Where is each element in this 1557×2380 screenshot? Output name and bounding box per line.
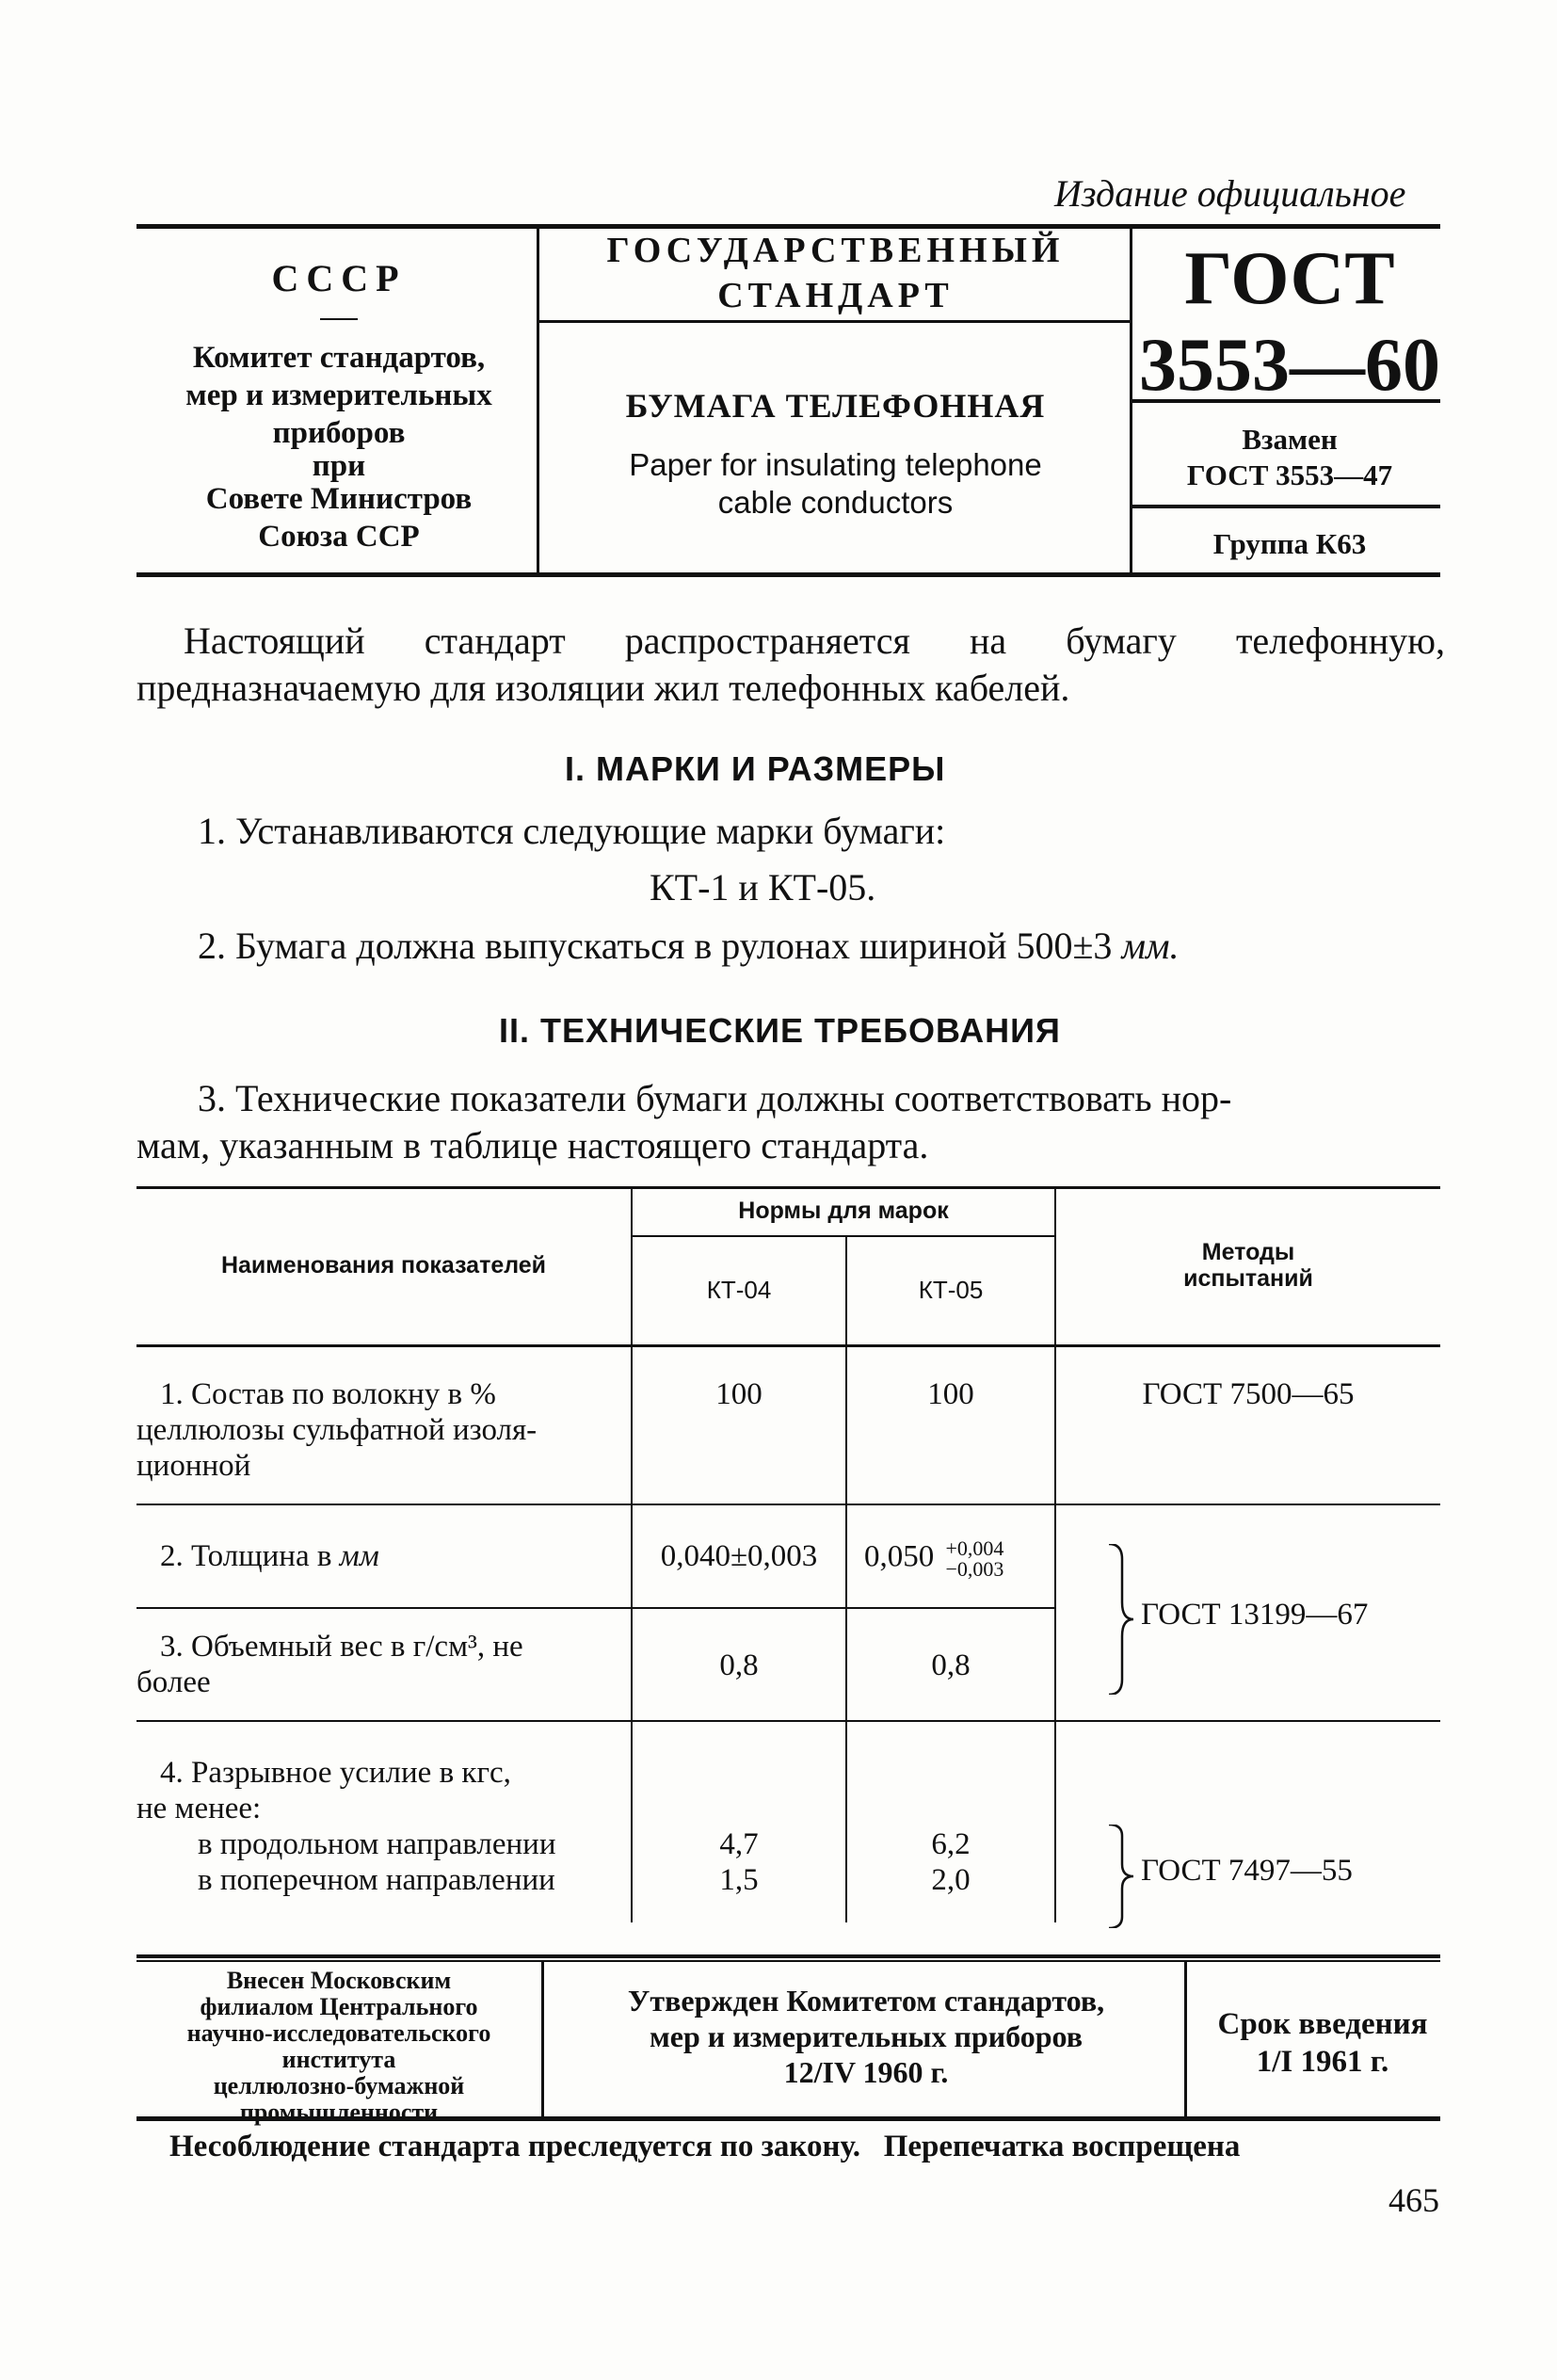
table-row2-rule [136, 1607, 1054, 1609]
header-divider-left [537, 229, 539, 572]
section-2-item-3: 3. Технические показатели бумаги должны соответствовать нор- мам, указанным в таблице настоящего стандарта. [136, 1077, 1232, 1166]
row-4-name: 4. Разрывное усилие в кгс, не менее: в продольном направлении в поперечном направлении [136, 1756, 556, 1897]
table-row3-rule [136, 1720, 1440, 1722]
col-kt04-header: КТ-04 [706, 1276, 772, 1304]
table-norms-rule [631, 1235, 1054, 1237]
standard-type: ГОСУДАРСТВЕННЫЙ СТАНДАРТ [606, 231, 1065, 315]
section-1-item-1: 1. Устанавливаются следующие марки бумаги: [198, 810, 946, 852]
row-1-kt04: 100 [715, 1377, 762, 1411]
header-mid-rule [539, 320, 1130, 323]
table-col-divider-3 [1054, 1188, 1056, 1922]
paper-grades: КТ-1 и КТ-05. [650, 866, 876, 909]
row-1-kt05: 100 [927, 1377, 974, 1411]
footer-top-rule [136, 1954, 1440, 1958]
table-row1-rule [136, 1504, 1440, 1505]
table-col-divider-2 [845, 1237, 847, 1922]
replaces: Взамен ГОСТ 3553—47 [1186, 423, 1393, 491]
committee: Комитет стандартов, мер и измерительных приборов при Совете Министров Союза ССР [185, 341, 492, 554]
row-3-name: 3. Объемный вес в г/см³, не более [136, 1630, 523, 1699]
ussr-dash [320, 318, 358, 320]
section-2-title: II. ТЕХНИЧЕСКИЕ ТРЕБОВАНИЯ [499, 1011, 1061, 1050]
row-2-kt04: 0,040±0,003 [660, 1539, 818, 1573]
effective-date: Срок введения 1/I 1961 г. [1217, 2007, 1428, 2079]
row-4-kt04: 4,7 1,5 [719, 1827, 759, 1897]
col-norms-header: Нормы для марок [738, 1198, 949, 1224]
header-replaces-rule [1132, 505, 1440, 508]
introduced-by: Внесен Московским филиалом Центрального научно-исследовательского института целлюлозно-бумажной промышленности [186, 1967, 491, 2126]
country: СССР [271, 257, 407, 299]
footer-divider-left [541, 1962, 544, 2116]
row-1-method: ГОСТ 7500—65 [1142, 1377, 1355, 1411]
gost-number: ГОСТ 3553—60 [1139, 237, 1440, 407]
row-3-kt04: 0,8 [719, 1648, 759, 1682]
edition-note: Издание официальное [1054, 172, 1406, 215]
row-3-kt05: 0,8 [931, 1648, 971, 1682]
col-name-header: Наименования показателей [220, 1252, 547, 1278]
col-kt05-header: КТ-05 [918, 1276, 984, 1304]
table-top-rule [136, 1186, 1440, 1189]
document-title-en: Paper for insulating telephone cable conductors [629, 447, 1042, 520]
section-1-item-2: 2. Бумага должна выпускаться в рулонах шириной 500±3 мм. [198, 925, 1180, 967]
header-bottom-rule [136, 572, 1440, 577]
brace-rows-2-3 [1100, 1544, 1137, 1695]
row-2-name: 2. Толщина в мм [160, 1539, 379, 1573]
legal-notice: Несоблюдение стандарта преследуется по закону. Перепечатка воспрещена [169, 2130, 1241, 2163]
row-4-kt05: 6,2 2,0 [931, 1827, 971, 1897]
group-code: Группа К63 [1212, 527, 1367, 560]
footer-top-rule-2 [136, 1960, 1440, 1962]
document-title: БУМАГА ТЕЛЕФОННАЯ [625, 387, 1046, 425]
table-head-rule [136, 1344, 1440, 1347]
rows-2-3-method: ГОСТ 13199—67 [1141, 1598, 1369, 1632]
row-2-kt05: 0,050 +0,004 −0,003 [864, 1536, 1004, 1581]
row-4-method: ГОСТ 7497—55 [1141, 1854, 1353, 1888]
row-1-name: 1. Состав по волокну в % целлюлозы сульфатной изоля- ционной [136, 1377, 538, 1483]
section-1-title: I. МАРКИ И РАЗМЕРЫ [565, 749, 946, 788]
brace-row-4 [1100, 1825, 1137, 1928]
approved-by: Утвержден Комитетом стандартов, мер и измерительных приборов 12/IV 1960 г. [627, 1984, 1105, 2089]
col-methods-header: Методы испытаний [1183, 1239, 1313, 1292]
intro-paragraph: Настоящий стандарт распространяется на бумагу телефонную, предназначаемую для изоляции жил телефонных кабелей. [136, 619, 1445, 709]
page-number: 465 [1388, 2181, 1439, 2219]
